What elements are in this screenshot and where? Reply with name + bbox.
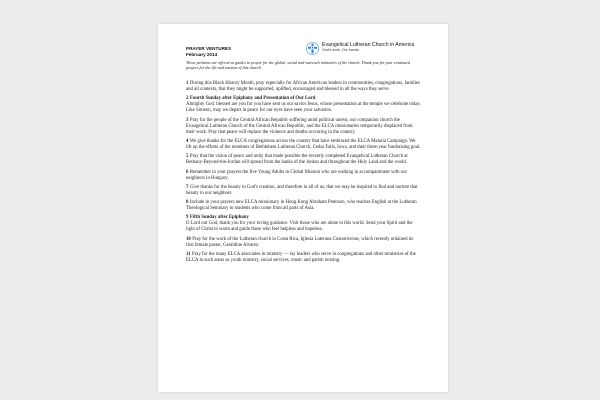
document-header	[186, 46, 231, 58]
document-title: PRAYER VENTURES	[186, 46, 232, 51]
prayer-text: Pray for the people of the Central African Republic suffering amid political unrest, our companion church the Evangelical Lutheran Church of the Central African Republic, and the ELCA missionaries temporarily displaced from their work. Pray that peace will replace the violence and deaths occurring in the country.	[186, 117, 413, 135]
intro-text: These petitions are offered as guides to prayer for the global, social and outreach ministries of the church. Thank you for your continued prayers for the life and mission of this church.	[186, 60, 411, 70]
prayer-number: 6	[186, 169, 189, 175]
prayer-item	[186, 252, 422, 264]
prayer-text: Give thanks for the beauty in God's creation, and therefore in all of us, that we may be inspired to find and nurture that beauty in our neighbors.	[186, 184, 418, 196]
prayer-list	[186, 81, 422, 267]
prayer-text: Remember in your prayers the five Young Adults in Global Mission who are walking in accompaniment with our neighbors in Hungary.	[186, 169, 408, 181]
prayer-item	[186, 81, 422, 93]
prayer-number: 1	[186, 81, 189, 86]
prayer-item	[186, 118, 422, 136]
prayer-item	[186, 154, 422, 166]
prayer-text: Pray that the vision of peace and unity that made possible the recently completed Evangelical Lutheran Church at Bethany-Beyond-the-Jordan will spread from the banks of the Jordan and throughout the Holy Land and the world.	[186, 154, 408, 166]
prayer-item	[186, 215, 422, 233]
document-date: February 2014	[186, 52, 218, 57]
prayer-title: Fourth Sunday after Epiphany and Presentation of Our Lord	[189, 96, 316, 102]
prayer-item	[186, 185, 422, 197]
prayer-title: Fifth Sunday after Epiphany	[189, 215, 249, 221]
elca-logo	[306, 42, 414, 55]
prayer-text: During this Black History Month, pray especially for African American leaders in communities, congregations, families and all contexts, that they might be supported, uplifted, encouraged and blessed in all the ways they serve.	[186, 81, 420, 93]
elca-cross-icon	[306, 42, 319, 55]
prayer-item	[186, 237, 422, 249]
prayer-item	[186, 200, 422, 212]
prayer-text: Almighty God, blessed are you for you have sent us our savior Jesus, whose presentation at the temple we celebrate today. Like Simeon, may we depart in peace for our eyes have seen your salvation.	[186, 102, 421, 114]
prayer-text: Pray for the many ELCA associates in ministry — lay leaders who serve in congregations and other ministries of the ELCA in such areas as youth ministry, social services, music and parish nursing.	[186, 251, 416, 263]
prayer-number: 2	[186, 96, 189, 102]
prayer-text: Pray for the work of the Lutheran church in Costa Rica, Iglesia Luterana Costarricense, which recently ordained its first female pastor, Geraldine Alvarez.	[186, 236, 414, 248]
logo-name: Evangelical Lutheran Church in America	[322, 42, 415, 48]
prayer-item	[186, 170, 422, 182]
prayer-number: 11	[186, 251, 191, 257]
prayer-number: 3	[186, 117, 189, 123]
prayer-number: 5	[186, 154, 189, 160]
prayer-number: 4	[186, 138, 189, 144]
prayer-text: O Lord our God, thank you for your loving guidance. Visit those who are alone in this world. Send your Spirit and the light of Christ to warm and guide those who feel helpless and hopeless.	[186, 221, 413, 233]
prayer-item	[186, 96, 422, 114]
prayer-text: Include in your prayers new ELCA missionary in Hong Kong Abraham Peterson, who teaches English at the Lutheran Theological Seminary to students who come from all parts of Asia.	[186, 200, 417, 212]
document-page	[158, 24, 448, 392]
prayer-number: 10	[186, 236, 191, 242]
prayer-number: 7	[186, 184, 189, 190]
prayer-text: We give thanks for the ELCA congregations across the country that have embraced the ELCA Malaria Campaign. We lift up the efforts of the members of Bethlehem Lutheran Church, Cedar Falls, Iowa, and their three-year fundraising goal.	[186, 138, 421, 150]
prayer-number: 8	[186, 200, 189, 206]
prayer-item	[186, 139, 422, 151]
logo-tagline: God's work. Our hands.	[322, 48, 360, 52]
prayer-number: 9	[186, 215, 189, 221]
